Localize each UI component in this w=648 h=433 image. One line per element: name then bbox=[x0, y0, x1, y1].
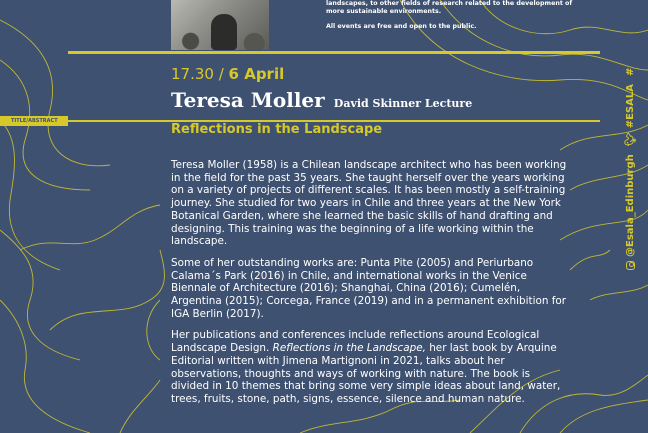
events-note-free: All events are free and open to the public. bbox=[326, 22, 477, 30]
events-note bbox=[326, 0, 588, 31]
speaker-name: Teresa Moller bbox=[171, 88, 325, 112]
social-strip bbox=[624, 68, 637, 270]
events-note-line2: more sustainable environments. bbox=[326, 8, 442, 16]
event-time: 17.30 / bbox=[171, 65, 224, 83]
hashtag[interactable]: #ESALA bbox=[625, 84, 636, 129]
photo-person bbox=[211, 14, 237, 50]
events-note-line1: landscapes, to other fields of research related to the development of bbox=[326, 0, 573, 7]
speaker-photo bbox=[171, 0, 269, 50]
abstract-p3-start: Her publications and conferences include reflections around Ecological Landscape Design. bbox=[171, 329, 540, 355]
speaker-heading bbox=[171, 88, 472, 112]
social-handle[interactable]: @Esala_Edinburgh bbox=[625, 154, 636, 257]
social-sidebar bbox=[600, 0, 648, 433]
abstract bbox=[171, 159, 569, 415]
instagram-icon[interactable] bbox=[626, 261, 635, 270]
talk-title: Reflections in the Landscape bbox=[171, 122, 383, 137]
twitter-bird-icon[interactable]: 🐦︎ bbox=[624, 132, 637, 147]
event-date: 6 April bbox=[228, 65, 285, 83]
section-label: TITLE/ABSTRACT bbox=[0, 116, 68, 126]
abstract-paragraph-publications bbox=[171, 329, 569, 405]
book-title: Reflections in the Landscape, bbox=[272, 342, 426, 355]
abstract-paragraph-works: Some of her outstanding works are: Punta Pite (2005) and Periurbano Calama´s Park (2016) in Chile, and international works in the Venice Biennale of Architecture (2016); Shanghai, China (2016); Cumelén, Argentina (2015); Corcega, France (2019) and in a permanent exhibition for IGA Berlin (2017). bbox=[171, 256, 566, 320]
top-divider bbox=[68, 51, 600, 54]
abstract-paragraph-bio: Teresa Moller (1958) is a Chilean landscape architect who has been working in the field for the past 35 years. She taught herself over the years working on a variety of projects of different scales. It has been mostly a self-training journey. She studied for two years in Chile and three years at the New York Botanical Garden, where she learned the basic skills of hand drafting and designing. This training was the beginning of a life working within the landscape. bbox=[171, 159, 567, 248]
lecture-series: David Skinner Lecture bbox=[333, 97, 473, 110]
event-datetime bbox=[171, 65, 284, 83]
hashtag-extra: # bbox=[625, 67, 636, 77]
abstract-p3-end: her last book by Arquine Editorial written with Jimena Martignoni in 2021, talks about her observations, thoughts and ways of working with nature. The book is divided in 10 themes that bring some very simple ideas about land, water, trees, fruits, stone, path, signs, essence, silence and human nature. bbox=[171, 342, 561, 405]
